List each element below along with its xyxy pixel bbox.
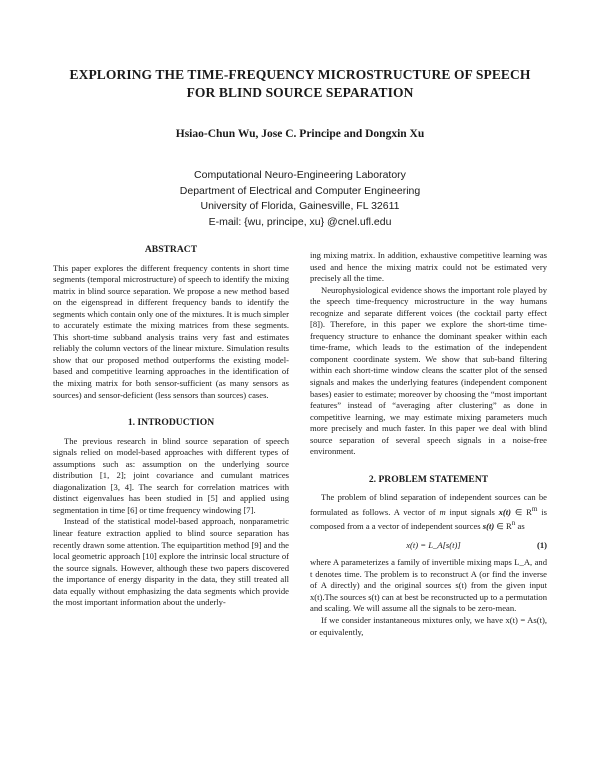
affiliation-block xyxy=(100,168,500,230)
left-column xyxy=(53,244,289,609)
affiliation-email: E-mail: {wu, principe, xu} @cnel.ufl.edu xyxy=(208,215,392,228)
problem-text-a: The problem of blind separation of independent sources can be formulated as follows. A vector of xyxy=(310,492,547,517)
abstract-text: This paper explores the different frequency contents in short time segments (temporal microstructure) of speech to identify the mixing matrix in blind source separation. We propose a new method based on the eigenspread in different frequency bands to identify the segments which contain only one of the mixtures. It is much simpler to accurately estimate the mixing matrices from these segments. This short-time subband analysis trains very fast and estimates reliably the column vectors of the linear mixture. Simulation results show that our proposed method outperforms the existing model-based and competitive learning approaches in the identification of the mixing matrix for both sensor-sufficient (as many sensors as sources) and sensor-deficient (less sensors than sources) cases. xyxy=(53,262,289,400)
problem-text-b: input signals xyxy=(449,506,495,517)
equation-1-number: (1) xyxy=(536,539,547,550)
set-symbol: ∈ R xyxy=(514,506,532,517)
intro-continuation: ing mixing matrix. In addition, exhaustive competitive learning was used and hence the mixing matrix could not be estimated very precisely all the time. xyxy=(310,250,547,284)
affiliation-department: Department of Electrical and Computer Engineering xyxy=(179,184,421,197)
problem-text-c: is composed from a a vector of independent sources xyxy=(310,506,547,532)
var-m: m xyxy=(439,506,446,517)
right-column xyxy=(310,250,547,638)
introduction-heading: 1. INTRODUCTION xyxy=(127,417,215,429)
problem-paragraph-2: where A parameterizes a family of invertible mixing maps L_A, and t denotes time. The problem is to reconstruct A (or find the inverse of A directly) and the original sources s(t) from the given input x(t).The sources s(t) can at best be reconstructed up to a permutation and scaling. We will assume all the signals to be zero-mean. xyxy=(310,557,547,614)
equation-1-body: x(t) = L_A[s(t)] xyxy=(406,539,461,550)
introduction-paragraph-1: The previous research in blind source separation of speech signals relied on model-based approaches with different types of assumptions such as: assumption on the underlying source distribution [1, 2]; joint covariance and cumulant matrices diagonalization [3, 4]. The search for correlation matrices with distinct eigenvalues has been studied in [5] and applied using segmentation in time [6] or time frequency windowing [7]. xyxy=(53,435,289,515)
var-s: s(t) xyxy=(482,521,495,532)
problem-paragraph-3: If we consider instantaneous mixtures only, we have x(t) = As(t), or equivalently, xyxy=(310,615,547,637)
affiliation-lab: Computational Neuro-Engineering Laboratory xyxy=(194,169,406,181)
problem-paragraph-1 xyxy=(310,492,547,532)
set-symbol-2: ∈ R xyxy=(496,521,512,532)
abstract-heading: ABSTRACT xyxy=(144,244,198,255)
superscript-n: n xyxy=(511,519,516,528)
affiliation-university: University of Florida, Gainesville, FL 32611 xyxy=(200,200,400,212)
superscript-m: m xyxy=(531,504,538,513)
var-x: x(t) xyxy=(498,506,512,517)
problem-text-d: as xyxy=(517,521,525,532)
paper-title: EXPLORING THE TIME-FREQUENCY MICROSTRUCTURE OF SPEECH FOR BLIND SOURCE SEPARATION xyxy=(69,67,531,100)
problem-heading: 2. PROBLEM STATEMENT xyxy=(368,473,489,485)
paper-authors: Hsiao-Chun Wu, Jose C. Principe and Dongxin Xu xyxy=(175,128,425,140)
introduction-paragraph-2: Instead of the statistical model-based approach, nonparametric linear feature extraction applied to blind source separation has recently drawn some attention. The equipartition method [9] and the local geometric approach [10] explore the intrinsic local structure of the source signals. However, although these two papers discovered the importance of energy disparity in the data, they still treated all data equally without emphasizing the data segments which provide the most important information about the underly- xyxy=(53,516,289,608)
equation-1 xyxy=(310,540,547,552)
neurophysiology-paragraph: Neurophysiological evidence shows the important role played by the speech time-frequency microstructure in the way humans recognize and separate different voices (the cocktail party effect [8]). Therefore, in this paper we explore the short-time time-frequency structure to enhance the dominant speaker within each time-frame, which leads to the estimation of the independent component coordinate system. We show that sub-band filtering within each short-time window cleans the scatter plot of the sensed signals and makes the underlying features (independent component bases) easier to estimate; moreover by choosing the “most important features” instead of “averaging after clustering” as done in competitive learning, we may estimate mixing parameters much more precisely and much faster. In this paper we deal with blind source separation of several speech signals in a noise-free environment. xyxy=(310,284,547,457)
